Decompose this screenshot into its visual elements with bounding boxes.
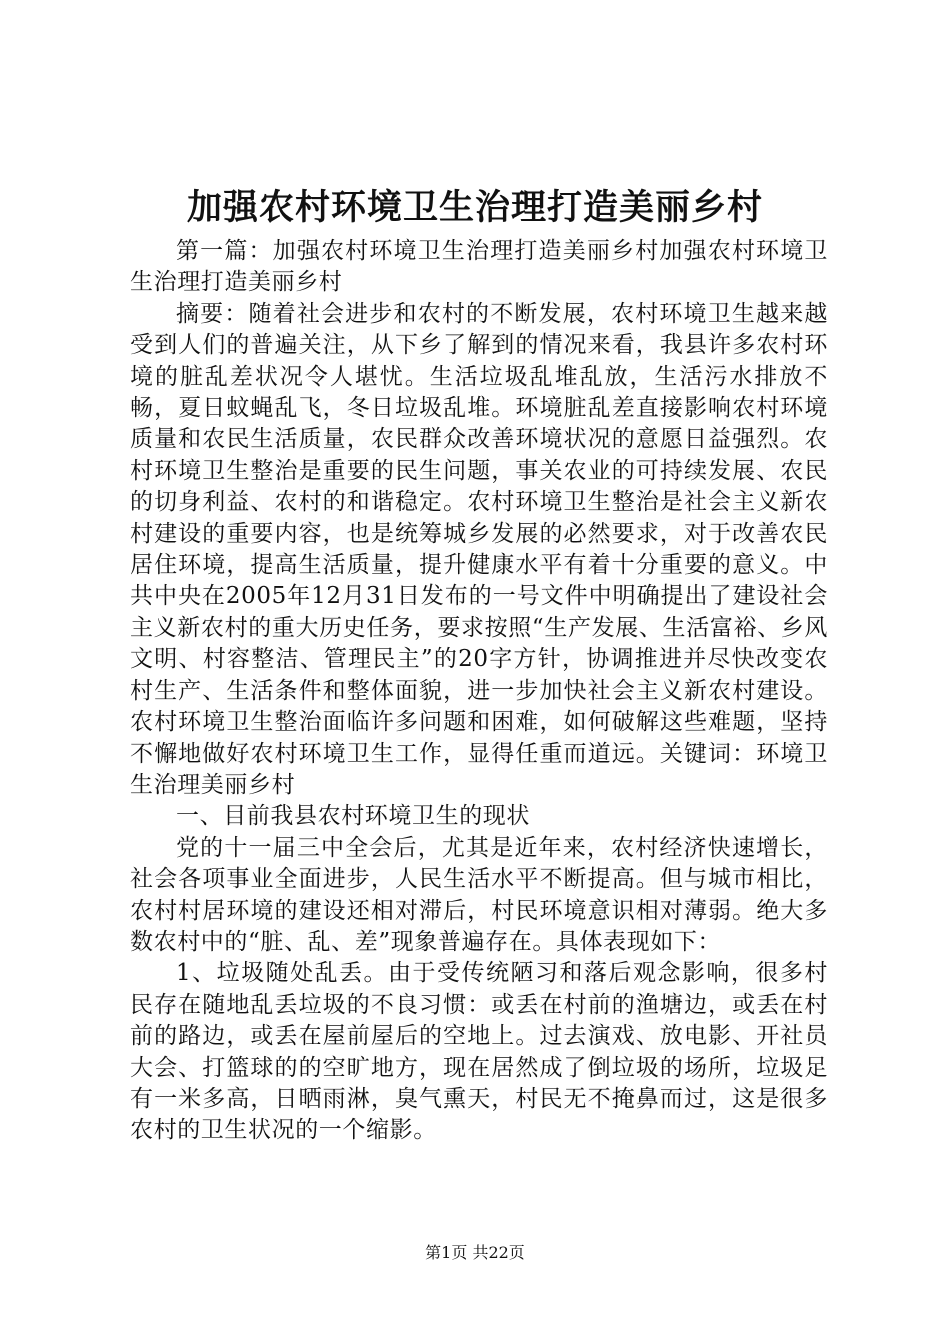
document-body: [130, 236, 828, 1147]
paragraph-status: 党的十一届三中全会后，尤其是近年来，农村经济快速增长，社会各项事业全面进步，人民生活水平不断提高。但与城市相比，农村村居环境的建设还相对滞后，村民环境意识相对薄弱。绝大多数农村中的“脏、乱、差”现象普遍存在。具体表现如下：: [130, 834, 828, 955]
page-number-footer: 第1页 共22页: [425, 1243, 525, 1262]
paragraph-heading-first: 第一篇：加强农村环境卫生治理打造美丽乡村加强农村环境卫生治理打造美丽乡村: [130, 238, 828, 296]
paragraph-abstract: 摘要：随着社会进步和农村的不断发展，农村环境卫生越来越受到人们的普遍关注，从下乡了解到的情况来看，我县许多农村环境的脏乱差状况令人堪忧。生活垃圾乱堆乱放，生活污水排放不畅，夏日蚊蝇乱飞，冬日垃圾乱堆。环境脏乱差直接影响农村环境质量和农民生活质量，农民群众改善环境状况的意愿日益强烈。农村环境卫生整治是重要的民生问题，事关农业的可持续发展、农民的切身利益、农村的和谐稳定。农村环境卫生整治是社会主义新农村建设的重要内容，也是统筹城乡发展的必然要求，对于改善农民居住环境，提高生活质量，提升健康水平有着十分重要的意义。中共中央在2005年12月31日发布的一号文件中明确提出了建设社会主义新农村的重大历史任务，要求按照“生产发展、生活富裕、乡风文明、村容整洁、管理民主”的20字方针，协调推进并尽快改变农村生产、生活条件和整体面貌，进一步加快社会主义新农村建设。农村环境卫生整治面临许多问题和困难，如何破解这些难题，坚持不懈地做好农村环境卫生工作，显得任重而道远。关键词：环境卫生治理美丽乡村: [130, 300, 828, 798]
paragraph-garbage: 1、垃圾随处乱丢。由于受传统陋习和落后观念影响，很多村民存在随地乱丢垃圾的不良习惯：或丢在村前的渔塘边，或丢在村前的路边，或丢在屋前屋后的空地上。过去演戏、放电影、开社员大会、打篮球的的空旷地方，现在居然成了倒垃圾的场所，垃圾足有一米多高，日晒雨淋，臭气熏天，村民无不掩鼻而过，这是很多农村的卫生状况的一个缩影。: [130, 960, 828, 1144]
document-title: 加强农村环境卫生治理打造美丽乡村: [186, 187, 763, 228]
section-heading: 一、目前我县农村环境卫生的现状: [176, 803, 530, 830]
